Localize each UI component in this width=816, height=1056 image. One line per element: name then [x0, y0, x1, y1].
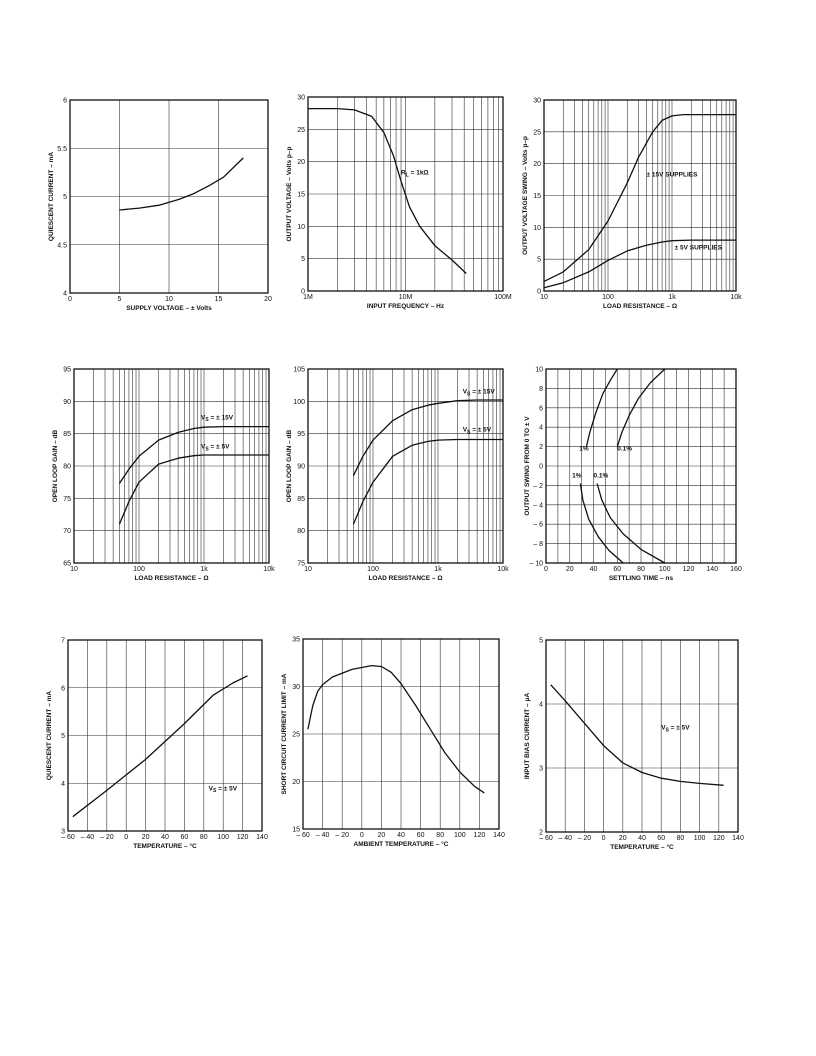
- x-tick-label: 80: [676, 835, 685, 842]
- y-tick-label: 5: [301, 256, 305, 264]
- y-tick-label: 15: [292, 826, 300, 834]
- x-tick-label: 40: [397, 832, 405, 839]
- y-axis-label: OUTPUT SWING FROM 0 TO ± V: [524, 416, 531, 516]
- annotation-text: 0.1%: [617, 445, 633, 453]
- y-axis-label: OPEN LOOP GAIN – dB: [52, 429, 59, 503]
- y-tick-label: 95: [297, 431, 305, 439]
- y-tick-label: 80: [297, 528, 305, 536]
- y-tick-label: 4: [61, 780, 65, 788]
- y-tick-label: 5: [539, 637, 543, 645]
- annotation-label: [201, 444, 230, 453]
- annotation-subscript: S: [205, 417, 209, 424]
- y-tick-label: 75: [297, 560, 305, 568]
- chart-3: [522, 98, 742, 311]
- annotation-subscript: S: [212, 788, 217, 795]
- annotation-label: [572, 473, 582, 480]
- y-tick-label: 4: [539, 701, 543, 709]
- y-tick-label: 0: [537, 288, 541, 296]
- annotation-subscript: S: [467, 429, 471, 436]
- y-tick-label: 2: [539, 444, 543, 452]
- annotation-label: [675, 245, 723, 252]
- x-tick-label: 10: [540, 294, 548, 301]
- x-tick-label: 1k: [668, 294, 676, 301]
- x-tick-label: 10k: [730, 294, 742, 301]
- chart-1: [48, 98, 272, 313]
- annotation-label: [647, 171, 699, 178]
- y-tick-label: – 4: [533, 502, 543, 510]
- grid: [308, 369, 503, 563]
- x-tick-label: 100: [693, 835, 706, 842]
- x-tick-label: – 20: [335, 832, 350, 839]
- y-tick-label: – 8: [533, 541, 543, 549]
- x-tick-label: 160: [730, 566, 742, 573]
- y-tick-label: 5: [61, 733, 65, 740]
- annotation-text: V: [661, 724, 666, 732]
- x-tick-label: 100: [367, 566, 379, 573]
- series-line-1: [73, 676, 248, 817]
- annotation-text: 1%: [572, 472, 582, 480]
- chart-9: [524, 638, 744, 852]
- y-tick-label: 2: [539, 829, 543, 837]
- y-tick-label: 0: [301, 288, 305, 296]
- x-tick-label: 80: [436, 832, 445, 839]
- y-tick-label: 100: [293, 398, 305, 406]
- y-tick-label: 5: [63, 194, 67, 201]
- x-tick-label: 60: [416, 832, 425, 839]
- y-axis-label: OPEN LOOP GAIN – dB: [286, 429, 293, 503]
- x-tick-label: 0: [601, 835, 606, 842]
- annotation-subscript: S: [665, 727, 669, 734]
- x-tick-label: 5: [117, 296, 122, 303]
- annotation-text: 0.1%: [593, 472, 609, 480]
- y-tick-label: 10: [297, 223, 305, 231]
- y-tick-label: 10: [533, 224, 541, 232]
- x-axis-label: LOAD RESISTANCE – Ω: [134, 575, 209, 582]
- annotation-rest: = ± 5V: [470, 426, 492, 434]
- x-tick-label: 10k: [497, 566, 509, 573]
- x-tick-label: 80: [199, 834, 208, 841]
- chart-6: [524, 367, 742, 583]
- x-tick-label: 20: [377, 832, 386, 839]
- annotation-rest: = ± 5V: [216, 785, 238, 793]
- x-tick-label: 60: [180, 834, 189, 841]
- annotation-label: [401, 170, 429, 179]
- annotation-rest: = ± 5V: [668, 724, 690, 732]
- x-tick-label: 0: [544, 566, 548, 573]
- annotation-subscript: L: [405, 172, 409, 179]
- y-tick-label: 0: [539, 463, 543, 471]
- x-tick-label: 100: [658, 566, 671, 573]
- y-tick-label: 95: [63, 366, 71, 374]
- y-tick-label: – 6: [533, 521, 543, 529]
- x-tick-label: 10M: [398, 294, 413, 301]
- annotation-text: V: [462, 388, 468, 396]
- chart-2: [286, 95, 512, 311]
- annotation-text: V: [201, 443, 206, 451]
- y-tick-label: 6: [539, 405, 543, 413]
- x-tick-label: 10: [304, 566, 312, 573]
- y-tick-label: 20: [292, 779, 300, 786]
- x-tick-label: 120: [682, 566, 695, 573]
- annotation-subscript: S: [205, 446, 209, 453]
- x-tick-label: – 40: [80, 834, 95, 841]
- x-axis-label: INPUT FREQUENCY – Hz: [366, 303, 445, 310]
- y-tick-label: – 2: [533, 482, 543, 490]
- x-tick-label: 10: [165, 296, 173, 303]
- y-tick-label: – 10: [529, 560, 543, 568]
- annotation-label: [617, 445, 632, 452]
- chart-7: [46, 638, 268, 851]
- grid: [546, 640, 738, 832]
- x-tick-label: 15: [214, 296, 223, 303]
- x-tick-label: 80: [637, 566, 645, 573]
- x-tick-label: – 20: [99, 834, 114, 841]
- y-tick-label: 105: [293, 366, 305, 374]
- y-tick-label: 15: [297, 191, 305, 199]
- x-tick-label: 60: [657, 835, 666, 842]
- annotation-subscript: S: [467, 391, 471, 398]
- grid: [546, 369, 736, 563]
- x-tick-label: 40: [589, 566, 598, 573]
- grid: [544, 100, 736, 291]
- y-tick-label: 15: [533, 193, 541, 200]
- grid: [303, 639, 499, 829]
- grid: [68, 640, 262, 831]
- x-tick-label: 120: [712, 835, 725, 842]
- x-tick-label: 1k: [434, 566, 442, 573]
- series-line-1: [120, 158, 244, 210]
- x-axis-label: LOAD RESISTANCE – Ω: [368, 575, 443, 582]
- y-tick-label: 4: [539, 424, 543, 432]
- y-tick-label: 80: [63, 463, 71, 471]
- y-tick-label: 25: [297, 126, 305, 134]
- grid: [74, 369, 269, 563]
- y-tick-label: 30: [292, 684, 300, 691]
- chart-4: [52, 367, 275, 583]
- x-tick-label: 60: [613, 566, 622, 573]
- annotation-label: [579, 445, 589, 452]
- annotation-text: V: [462, 426, 468, 434]
- annotation-label: [201, 414, 234, 423]
- x-tick-label: – 60: [61, 834, 75, 841]
- y-tick-label: 5: [537, 256, 541, 264]
- x-tick-label: 100: [217, 834, 230, 841]
- x-tick-label: 20: [141, 834, 150, 841]
- x-tick-label: 100M: [494, 294, 512, 301]
- annotation-label: [594, 473, 609, 480]
- y-tick-label: 25: [533, 129, 541, 137]
- x-axis-label: SETTLING TIME – ns: [608, 575, 674, 582]
- chart-5: [286, 367, 509, 583]
- y-axis-label: SHORT CIRCUIT CURRENT LIMIT – mA: [281, 673, 288, 795]
- y-axis-label: INPUT BIAS CURRENT – μA: [524, 692, 531, 780]
- y-tick-label: 30: [297, 94, 305, 102]
- y-axis-label: QUIESCENT CURRENT – mA: [48, 151, 55, 242]
- x-tick-label: 100: [602, 294, 614, 301]
- grid: [70, 100, 268, 293]
- y-tick-label: 35: [292, 636, 300, 644]
- annotation-text: R: [401, 169, 406, 177]
- y-tick-label: 4: [63, 290, 67, 298]
- y-tick-label: 8: [539, 385, 543, 393]
- annotation-rest: = ± 15V: [208, 414, 234, 422]
- x-tick-label: 10: [70, 566, 78, 573]
- x-axis-label: LOAD RESISTANCE – Ω: [602, 303, 678, 310]
- x-tick-label: 120: [473, 832, 486, 839]
- annotation-rest: = ± 5V: [208, 443, 230, 451]
- series-line-1: [308, 109, 466, 274]
- y-axis-label: QUIESCENT CURRENT – mA: [46, 690, 53, 781]
- y-tick-label: 65: [63, 560, 71, 568]
- x-tick-label: 120: [236, 834, 249, 841]
- chart-8: [281, 637, 505, 849]
- y-tick-label: 20: [533, 161, 541, 169]
- y-tick-label: 30: [533, 97, 541, 105]
- x-tick-label: 0: [359, 832, 364, 839]
- x-tick-label: 20: [618, 835, 627, 842]
- x-tick-label: 140: [493, 832, 505, 839]
- y-tick-label: 85: [63, 431, 71, 439]
- y-tick-label: 20: [297, 159, 305, 167]
- y-axis-label: OUTPUT VOLTAGE SWING – Volts p–p: [522, 136, 529, 255]
- x-tick-label: – 20: [577, 835, 592, 842]
- y-tick-label: 85: [297, 495, 305, 503]
- annotation-text: ± 5V SUPPLIES: [674, 244, 722, 252]
- x-tick-label: – 40: [558, 835, 573, 842]
- x-tick-label: 140: [706, 566, 719, 573]
- annotation-rest: = 1kΩ: [408, 169, 429, 177]
- series-line-1: [544, 115, 736, 282]
- x-axis-label: TEMPERATURE – °C: [133, 843, 197, 850]
- y-tick-label: 6: [61, 685, 65, 693]
- annotation-text: 1%: [579, 445, 589, 453]
- y-tick-label: 75: [63, 495, 71, 503]
- series-line-3: [580, 484, 623, 564]
- x-tick-label: 0: [68, 296, 72, 303]
- x-tick-label: 40: [161, 834, 169, 841]
- series-line-1: [308, 666, 484, 793]
- y-tick-label: 3: [61, 828, 65, 836]
- x-tick-label: – 60: [296, 832, 310, 839]
- annotation-text: V: [208, 785, 213, 793]
- x-tick-label: 40: [638, 835, 646, 842]
- x-tick-label: 10k: [263, 566, 275, 573]
- annotation-label: [661, 725, 690, 734]
- y-tick-label: 70: [63, 528, 71, 536]
- x-tick-label: 20: [264, 296, 272, 303]
- y-tick-label: 90: [297, 463, 305, 471]
- annotation-rest: = ± 15V: [470, 388, 495, 396]
- x-tick-label: 140: [256, 834, 268, 841]
- x-axis-label: TEMPERATURE – °C: [610, 844, 674, 851]
- y-tick-label: 4.5: [57, 242, 67, 250]
- annotation-text: ± 15V SUPPLIES: [646, 171, 698, 179]
- x-tick-label: 100: [453, 832, 466, 839]
- y-tick-label: 90: [63, 398, 71, 406]
- y-tick-label: 10: [535, 366, 543, 374]
- x-tick-label: – 40: [315, 832, 330, 839]
- x-tick-label: 0: [124, 834, 129, 841]
- y-tick-label: 6: [63, 97, 67, 105]
- series-line-1: [551, 685, 724, 786]
- x-axis-label: SUPPLY VOLTAGE – ± Volts: [126, 305, 212, 312]
- x-tick-label: 1M: [303, 294, 313, 301]
- y-tick-label: 25: [292, 731, 300, 739]
- x-tick-label: 1k: [200, 566, 208, 573]
- x-tick-label: 100: [133, 566, 145, 573]
- y-tick-label: 3: [539, 765, 543, 773]
- x-tick-label: 20: [565, 566, 574, 573]
- y-tick-label: 7: [61, 637, 65, 645]
- annotation-label: [463, 389, 496, 398]
- x-tick-label: 140: [732, 835, 744, 842]
- y-tick-label: 5.5: [57, 145, 67, 153]
- x-tick-label: – 60: [539, 835, 553, 842]
- annotation-text: V: [201, 414, 206, 422]
- y-axis-label: OUTPUT VOLTAGE – Volts p–p: [286, 146, 293, 242]
- x-axis-label: AMBIENT TEMPERATURE – °C: [353, 841, 449, 848]
- series-line-4: [597, 484, 665, 564]
